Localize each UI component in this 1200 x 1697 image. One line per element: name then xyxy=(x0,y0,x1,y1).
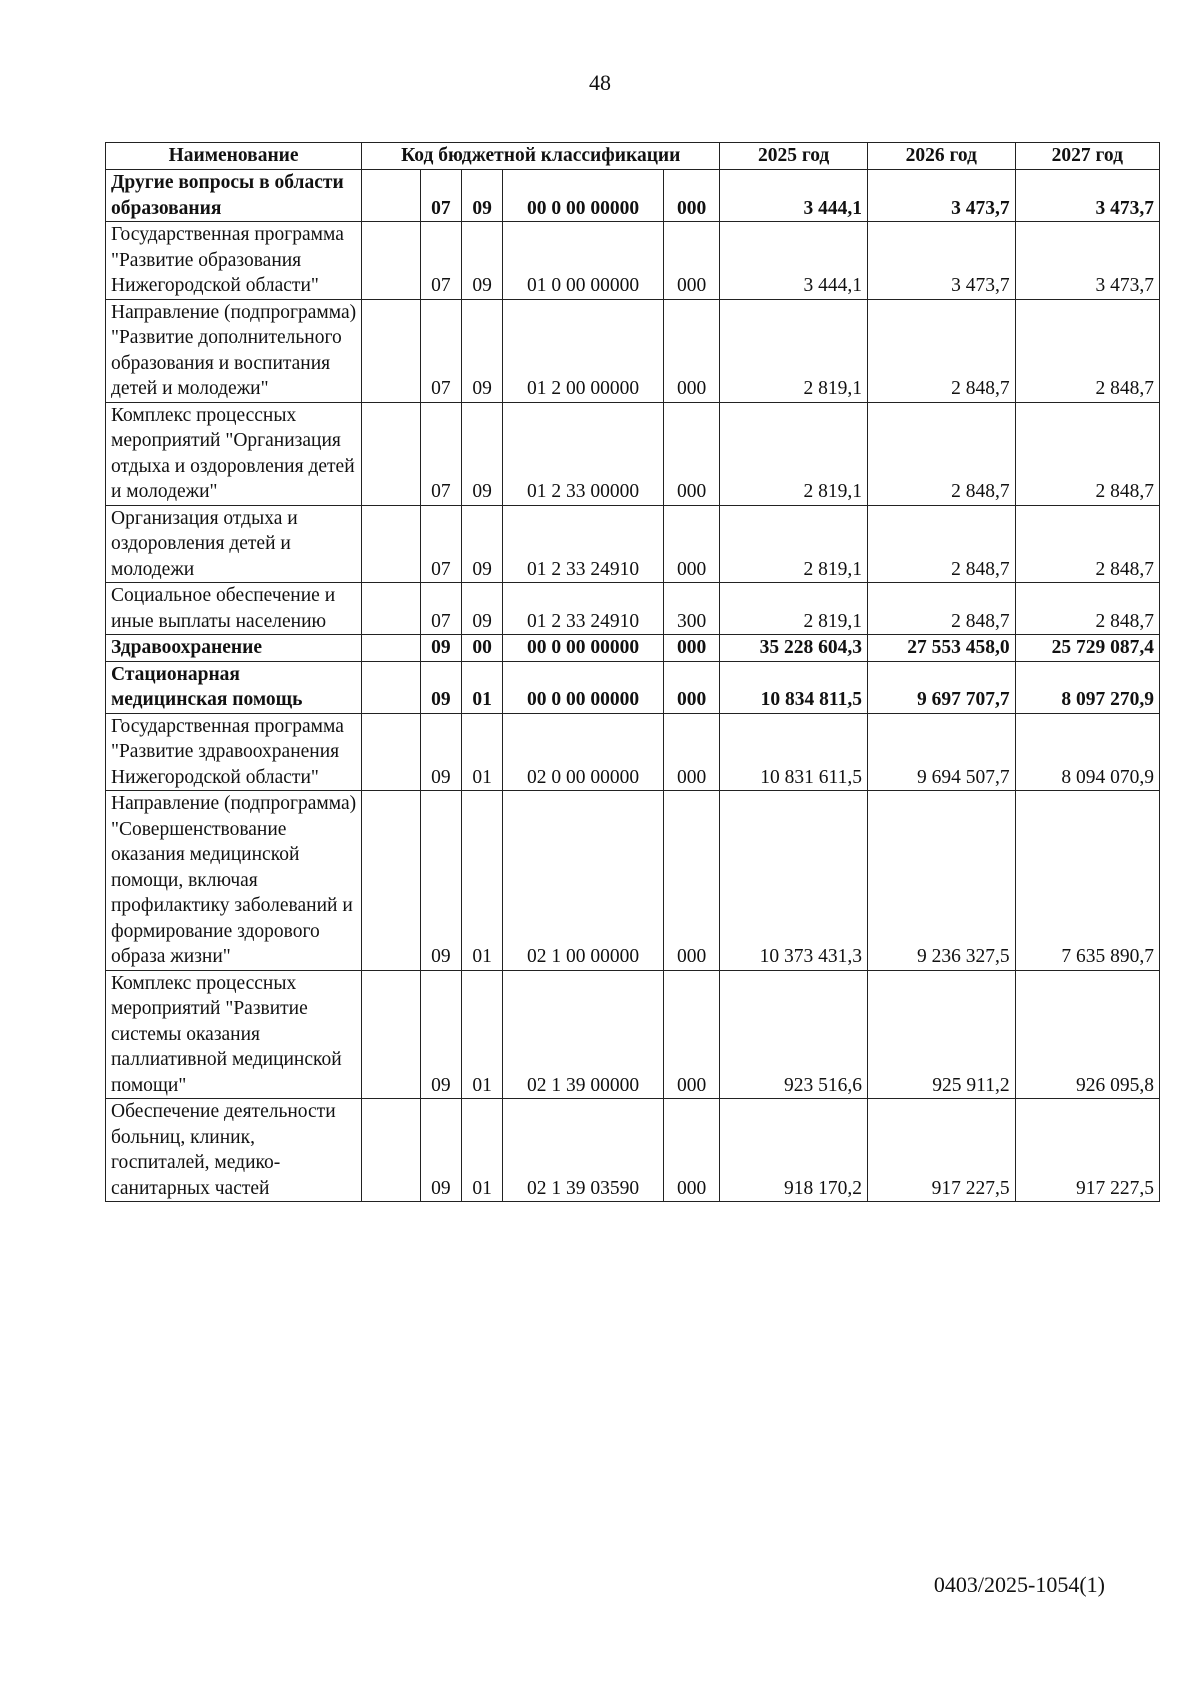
cell-target-article: 00 0 00 00000 xyxy=(503,170,664,222)
table-row xyxy=(106,970,1160,1099)
cell-2025: 35 228 604,3 xyxy=(720,635,868,662)
cell-name: Социальное обеспечение и иные выплаты населению xyxy=(106,583,362,635)
cell-2025: 3 444,1 xyxy=(720,170,868,222)
cell-2025: 10 373 431,3 xyxy=(720,791,868,971)
table-row xyxy=(106,583,1160,635)
cell-2026: 9 697 707,7 xyxy=(867,661,1015,713)
cell-2025: 2 819,1 xyxy=(720,583,868,635)
cell-section: 09 xyxy=(420,1099,461,1202)
cell-2026: 917 227,5 xyxy=(867,1099,1015,1202)
cell-target-article: 02 1 39 00000 xyxy=(503,970,664,1099)
header-2027: 2027 год xyxy=(1015,143,1159,170)
table-row xyxy=(106,170,1160,222)
cell-2027: 8 094 070,9 xyxy=(1015,713,1159,791)
table-row xyxy=(106,222,1160,300)
cell-section: 07 xyxy=(420,583,461,635)
cell-expense-type: 000 xyxy=(663,635,719,662)
cell-section: 07 xyxy=(420,170,461,222)
table-row xyxy=(106,635,1160,662)
table-row xyxy=(106,1099,1160,1202)
table-row xyxy=(106,791,1160,971)
cell-2025: 2 819,1 xyxy=(720,402,868,505)
cell-name: Государственная программа "Развитие здравоохранения Нижегородской области" xyxy=(106,713,362,791)
cell-expense-type: 000 xyxy=(663,505,719,583)
cell-subsection: 09 xyxy=(462,222,503,300)
cell-2025: 10 834 811,5 xyxy=(720,661,868,713)
cell-target-article: 02 1 00 00000 xyxy=(503,791,664,971)
cell-2025: 2 819,1 xyxy=(720,299,868,402)
cell-blank xyxy=(362,713,421,791)
table-row xyxy=(106,661,1160,713)
cell-expense-type: 000 xyxy=(663,170,719,222)
cell-2026: 3 473,7 xyxy=(867,170,1015,222)
cell-name: Стационарная медицинская помощь xyxy=(106,661,362,713)
document-code: 0403/2025-1054(1) xyxy=(933,1572,1105,1597)
cell-2025: 918 170,2 xyxy=(720,1099,868,1202)
cell-2027: 25 729 087,4 xyxy=(1015,635,1159,662)
cell-2025: 3 444,1 xyxy=(720,222,868,300)
cell-2027: 2 848,7 xyxy=(1015,402,1159,505)
cell-name: Обеспечение деятельности больниц, клиник, госпиталей, медико-санитарных частей xyxy=(106,1099,362,1202)
header-name: Наименование xyxy=(106,143,362,170)
cell-target-article: 01 2 33 24910 xyxy=(503,583,664,635)
cell-name: Направление (подпрограмма) "Развитие дополнительного образования и воспитания детей и молодежи" xyxy=(106,299,362,402)
cell-target-article: 02 1 39 03590 xyxy=(503,1099,664,1202)
cell-expense-type: 000 xyxy=(663,1099,719,1202)
cell-subsection: 09 xyxy=(462,583,503,635)
cell-blank xyxy=(362,661,421,713)
cell-2026: 2 848,7 xyxy=(867,505,1015,583)
cell-2027: 3 473,7 xyxy=(1015,222,1159,300)
cell-section: 07 xyxy=(420,505,461,583)
cell-subsection: 01 xyxy=(462,661,503,713)
cell-blank xyxy=(362,222,421,300)
cell-subsection: 09 xyxy=(462,299,503,402)
cell-section: 09 xyxy=(420,791,461,971)
cell-2026: 2 848,7 xyxy=(867,583,1015,635)
cell-target-article: 01 2 33 24910 xyxy=(503,505,664,583)
cell-section: 09 xyxy=(420,635,461,662)
cell-expense-type: 000 xyxy=(663,791,719,971)
cell-2027: 7 635 890,7 xyxy=(1015,791,1159,971)
table-row xyxy=(106,505,1160,583)
cell-blank xyxy=(362,299,421,402)
cell-2026: 9 694 507,7 xyxy=(867,713,1015,791)
table-row xyxy=(106,713,1160,791)
cell-2026: 3 473,7 xyxy=(867,222,1015,300)
cell-section: 09 xyxy=(420,713,461,791)
cell-section: 07 xyxy=(420,299,461,402)
cell-target-article: 00 0 00 00000 xyxy=(503,661,664,713)
cell-expense-type: 000 xyxy=(663,222,719,300)
table-row xyxy=(106,299,1160,402)
header-2026: 2026 год xyxy=(867,143,1015,170)
cell-blank xyxy=(362,970,421,1099)
cell-blank xyxy=(362,1099,421,1202)
cell-2026: 2 848,7 xyxy=(867,299,1015,402)
cell-target-article: 01 2 33 00000 xyxy=(503,402,664,505)
cell-subsection: 09 xyxy=(462,505,503,583)
cell-2027: 2 848,7 xyxy=(1015,583,1159,635)
cell-target-article: 01 0 00 00000 xyxy=(503,222,664,300)
cell-section: 09 xyxy=(420,661,461,713)
cell-name: Комплекс процессных мероприятий "Развитие системы оказания паллиативной медицинской помощи" xyxy=(106,970,362,1099)
cell-2026: 9 236 327,5 xyxy=(867,791,1015,971)
page-number: 48 xyxy=(589,70,611,95)
cell-blank xyxy=(362,170,421,222)
cell-2027: 917 227,5 xyxy=(1015,1099,1159,1202)
cell-expense-type: 300 xyxy=(663,583,719,635)
cell-blank xyxy=(362,635,421,662)
budget-table xyxy=(105,142,1160,1202)
cell-subsection: 01 xyxy=(462,1099,503,1202)
cell-subsection: 09 xyxy=(462,170,503,222)
cell-2026: 925 911,2 xyxy=(867,970,1015,1099)
cell-2025: 10 831 611,5 xyxy=(720,713,868,791)
cell-expense-type: 000 xyxy=(663,402,719,505)
cell-name: Организация отдыха и оздоровления детей и молодежи xyxy=(106,505,362,583)
cell-2025: 923 516,6 xyxy=(720,970,868,1099)
table-header-row xyxy=(106,143,1160,170)
cell-target-article: 01 2 00 00000 xyxy=(503,299,664,402)
cell-target-article: 00 0 00 00000 xyxy=(503,635,664,662)
cell-name: Другие вопросы в области образования xyxy=(106,170,362,222)
cell-2027: 926 095,8 xyxy=(1015,970,1159,1099)
cell-blank xyxy=(362,791,421,971)
cell-name: Государственная программа "Развитие образования Нижегородской области" xyxy=(106,222,362,300)
cell-section: 07 xyxy=(420,222,461,300)
cell-2026: 27 553 458,0 xyxy=(867,635,1015,662)
cell-blank xyxy=(362,583,421,635)
cell-2025: 2 819,1 xyxy=(720,505,868,583)
cell-blank xyxy=(362,402,421,505)
cell-name: Комплекс процессных мероприятий "Организация отдыха и оздоровления детей и молодежи" xyxy=(106,402,362,505)
table-row xyxy=(106,402,1160,505)
cell-expense-type: 000 xyxy=(663,713,719,791)
cell-expense-type: 000 xyxy=(663,299,719,402)
cell-subsection: 00 xyxy=(462,635,503,662)
header-2025: 2025 год xyxy=(720,143,868,170)
cell-2027: 3 473,7 xyxy=(1015,170,1159,222)
cell-2027: 8 097 270,9 xyxy=(1015,661,1159,713)
cell-subsection: 09 xyxy=(462,402,503,505)
cell-subsection: 01 xyxy=(462,713,503,791)
cell-2026: 2 848,7 xyxy=(867,402,1015,505)
table-body xyxy=(106,170,1160,1202)
cell-2027: 2 848,7 xyxy=(1015,299,1159,402)
cell-name: Здравоохранение xyxy=(106,635,362,662)
cell-2027: 2 848,7 xyxy=(1015,505,1159,583)
cell-subsection: 01 xyxy=(462,970,503,1099)
cell-name: Направление (подпрограмма) "Совершенствование оказания медицинской помощи, включая профилактику заболеваний и формирование здорового образа жизни" xyxy=(106,791,362,971)
cell-blank xyxy=(362,505,421,583)
cell-target-article: 02 0 00 00000 xyxy=(503,713,664,791)
header-code: Код бюджетной классификации xyxy=(362,143,720,170)
cell-expense-type: 000 xyxy=(663,661,719,713)
cell-subsection: 01 xyxy=(462,791,503,971)
cell-expense-type: 000 xyxy=(663,970,719,1099)
cell-section: 09 xyxy=(420,970,461,1099)
cell-section: 07 xyxy=(420,402,461,505)
